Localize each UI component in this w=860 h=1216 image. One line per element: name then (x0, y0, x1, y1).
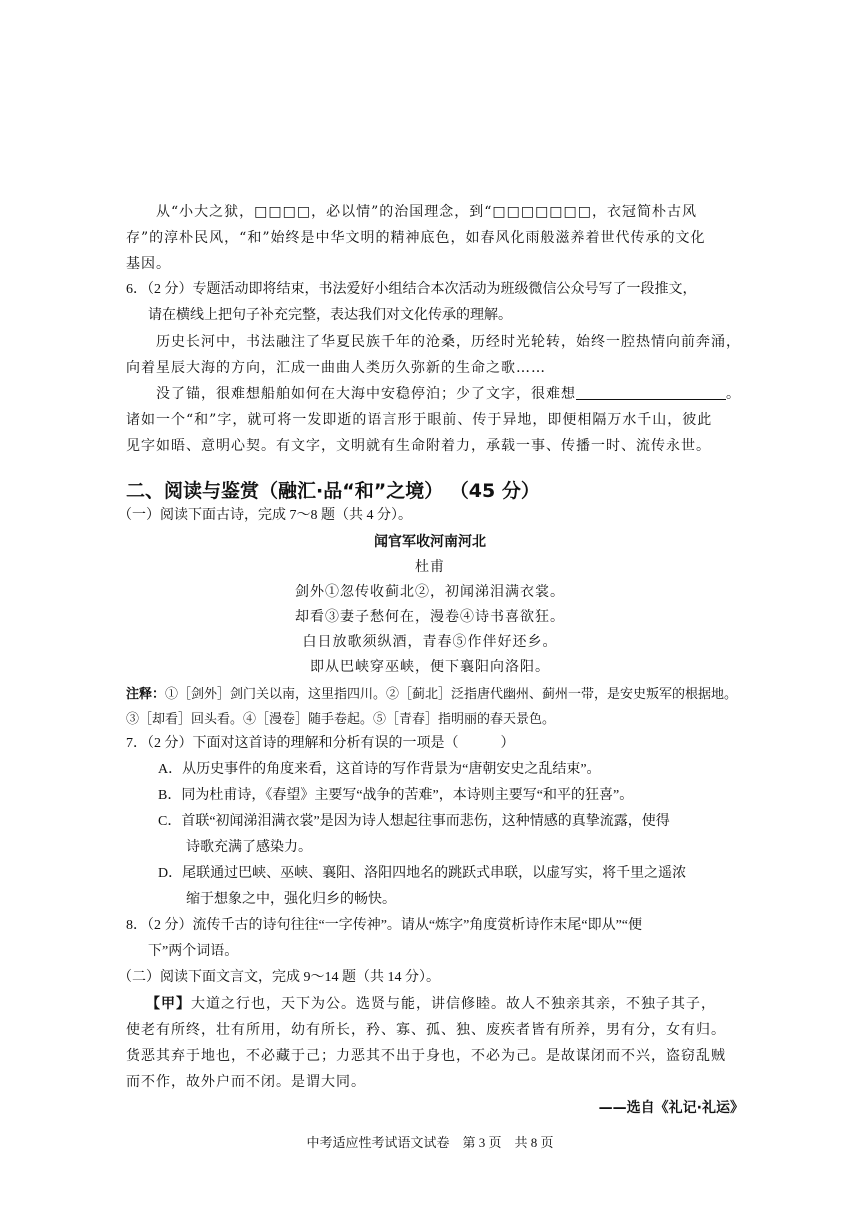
q7-option-b[interactable]: B．同为杜甫诗，《春望》主要写“战争的苦难”，本诗则主要写“和平的狂喜”。 (158, 788, 634, 803)
q6-para1-line-2: 向着星辰大海的方向，汇成一曲曲人类历久弥新的生命之歌…… (126, 360, 546, 376)
q7-option-d-cont: 缩于想象之中，强化归乡的畅快。 (186, 892, 396, 907)
poem-line-1: 剑外①忽传收蓟北②，初闻涕泪满衣裳。 (295, 584, 565, 600)
passage-line-2: 存”的淳朴民风，“和”始终是中华文明的精神底色，如春风化雨般滋养着世代传承的文化 (126, 230, 706, 246)
notes-line-2: ③［却看］回头看。④［漫卷］随手卷起。⑤［青春］指明丽的春天景色。 (126, 711, 556, 726)
classical-source: ——选自《礼记·礼运》 (598, 1100, 744, 1116)
q7-option-d[interactable]: D．尾联通过巴峡、巫峡、襄阳、洛阳四地名的跳跃式串联，以虚写实，将千里之遥浓 (158, 866, 687, 881)
part-2-title: （二）阅读下面文言文，完成 9～14 题（共 14 分）。 (118, 970, 440, 985)
q8-stem-line-2: 下”两个词语。 (148, 944, 239, 959)
q6-stem-line-1: 6．（2 分）专题活动即将结束，书法爱好小组结合本次活动为班级微信公众号写了一段推文， (126, 282, 697, 297)
passage-line-3: 基因。 (126, 256, 171, 272)
q6-para1-line-1: 历史长河中，书法融注了华夏民族千年的沧桑，历经时光轮转，始终一腔热情向前奔涌， (156, 334, 741, 350)
poem-line-2: 却看③妻子愁何在，漫卷④诗书喜欲狂。 (295, 609, 565, 625)
classical-line-3: 货恶其弃于地也，不必藏于己；力恶其不出于身也，不必为己。是故谋闭而不兴，盗窃乱贼 (126, 1048, 726, 1064)
notes-text-1: ①［剑外］剑门关以南，这里指四川。②［蓟北］泛指唐代幽州、蓟州一带，是安史叛军的根据地。 (165, 686, 738, 701)
poem-line-4: 即从巴峡穿巫峡，便下襄阳向洛阳。 (310, 659, 550, 675)
classical-line-2: 使老有所终，壮有所用，幼有所长，矜、寡、孤、独、废疾者皆有所养，男有分，女有归。 (126, 1022, 726, 1038)
poem-line-3: 白日放歌须纵酒，青春⑤作伴好还乡。 (302, 634, 558, 650)
passage-line-1: 从“小大之狱，□□□□，必以情”的治国理念，到“□□□□□□□，衣冠简朴古风 (156, 204, 697, 220)
page-footer: 中考适应性考试语文试卷 第 3 页 共 8 页 (306, 1135, 554, 1150)
q6-para2-line-1 (156, 384, 741, 404)
jia-label: 【甲】 (146, 996, 191, 1012)
q7-option-c[interactable]: C．首联“初闻涕泪满衣裳”是因为诗人想起往事而悲伤，这种情感的真挚流露，使得 (158, 814, 670, 829)
q7-stem: 7．（2 分）下面对这首诗的理解和分析有误的一项是（ ） (126, 736, 515, 751)
notes-label: 注释： (126, 686, 166, 701)
poem-title: 闻官军收河南河北 (374, 534, 486, 550)
classical-text-1: 大道之行也，天下为公。选贤与能，讲信修睦。故人不独亲其亲，不独子其子， (191, 996, 716, 1012)
part-1-title: （一）阅读下面古诗，完成 7～8 题（共 4 分）。 (118, 508, 412, 523)
q6-para2-line-2: 诸如一个“和”字，就可将一发即逝的语言形于眼前、传于异地，即便相隔万水千山，彼此 (126, 412, 713, 428)
section-2-title: 二、阅读与鉴赏（融汇·品“和”之境） （45 分） (126, 480, 540, 502)
q6-para2-text: 没了锚，很难想船舶如何在大海中安稳停泊；少了文字，很难想 (156, 386, 576, 402)
classical-line-4: 而不作，故外户而不闭。是谓大同。 (126, 1074, 366, 1090)
classical-line-1 (146, 994, 716, 1014)
q7-option-a[interactable]: A．从历史事件的角度来看，这首诗的写作背景为“唐朝安史之乱结束”。 (158, 762, 601, 777)
q6-stem-line-2: 请在横线上把句子补充完整，表达我们对文化传承的理解。 (148, 308, 512, 323)
q8-stem-line-1: 8．（2 分）流传千古的诗句往往“一字传神”。请从“炼字”角度赏析诗作末尾“即从”“便 (126, 918, 642, 933)
q7-option-c-cont: 诗歌充满了感染力。 (186, 840, 312, 855)
q6-answer-blank[interactable] (576, 385, 726, 400)
notes-line-1 (126, 684, 737, 704)
poem-author: 杜甫 (415, 559, 445, 575)
q6-para2-end: 。 (726, 386, 741, 402)
q6-para2-line-3: 见字如晤、意明心契。有文字，文明就有生命附着力，承载一事、传播一时、流传永世。 (126, 438, 711, 454)
